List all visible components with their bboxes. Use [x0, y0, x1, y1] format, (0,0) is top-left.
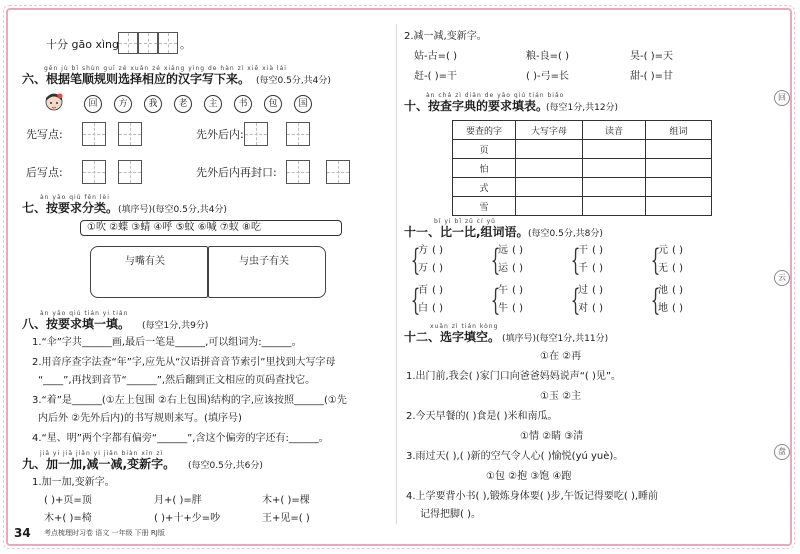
circled-char: 书 — [234, 95, 252, 113]
q8-line-3a: 3.“着”是______(①左上包围 ②右上包围)结构的字,应该按照______(①先 — [32, 395, 347, 406]
answer-blank[interactable]: ( ) — [432, 285, 443, 296]
top-line-text: 十分 gāo xìng — [46, 38, 119, 51]
q7-title: 七、按要求分类。 — [22, 201, 119, 215]
q9-r2-b: ( )+十+少=吵 — [154, 513, 221, 524]
q6-title: 六、根据笔顺规则选择相应的汉字写下来。 — [22, 72, 251, 86]
table-header: 要查的字 — [453, 121, 516, 140]
q11-pinyin: bǐ yi bǐ zǔ cí yǔ — [434, 218, 496, 225]
q9-r1-c: 木+( )=棵 — [262, 495, 310, 506]
pair-char: 运 — [498, 263, 508, 274]
writing-box — [138, 32, 158, 54]
q9b-r1-b: 粮-良=( ) — [526, 51, 569, 62]
table-header: 组词 — [646, 121, 712, 140]
circled-char: 国 — [294, 95, 312, 113]
q8-pinyin: àn yāo qiú tián yi tián — [40, 310, 129, 317]
answer-box[interactable] — [118, 122, 142, 146]
table-header: 读音 — [583, 121, 646, 140]
answer-box[interactable] — [82, 122, 106, 146]
writing-box — [118, 32, 138, 54]
answer-blank[interactable]: ( ) — [592, 285, 603, 296]
brace-icon: { — [650, 283, 661, 318]
brace-icon: { — [570, 283, 581, 318]
q6-row-3-label: 后写点: — [26, 166, 63, 179]
q9-pinyin: jiā yi jiā jiǎn yi jiǎn biàn xīn zì — [40, 450, 164, 457]
answer-blank[interactable]: ( ) — [512, 285, 523, 296]
circled-char: 我 — [144, 95, 162, 113]
q10-pinyin: àn chá zì diǎn de yāo qiú tián biǎo — [426, 92, 565, 99]
answer-blank[interactable]: ( ) — [672, 303, 683, 314]
table-cell: 式 — [453, 178, 516, 197]
table-row — [453, 140, 712, 159]
pair-char: 方 — [418, 245, 428, 256]
q9b-r2-a: 赶-( )=干 — [414, 71, 457, 82]
pair-char: 午 — [498, 285, 508, 296]
circled-char: 老 — [174, 95, 192, 113]
circled-char: 方 — [114, 95, 132, 113]
q12-title: 十二、选字填空。 — [404, 330, 501, 344]
side-mark: 云 — [774, 270, 790, 286]
answer-blank[interactable]: ( ) — [512, 303, 523, 314]
table-row — [453, 197, 712, 216]
pair-char: 干 — [578, 245, 588, 256]
table-cell: 雪 — [453, 197, 516, 216]
brace-icon: { — [490, 283, 501, 318]
table-cell: 页 — [453, 140, 516, 159]
book-left-label: 与嘴有关 — [125, 256, 165, 267]
answer-box[interactable] — [82, 160, 106, 184]
table-row — [453, 178, 712, 197]
circled-char: 回 — [84, 95, 102, 113]
q12-options-2: ①玉 ②主 — [540, 391, 582, 402]
q9-title: 九、加一加,减一减,变新字。 — [22, 457, 176, 471]
answer-blank[interactable]: ( ) — [672, 263, 683, 274]
answer-box[interactable] — [286, 160, 310, 184]
answer-box[interactable] — [118, 160, 142, 184]
q9b-sub-2: 2.减一减,变新字。 — [404, 31, 487, 42]
book-right-page — [208, 246, 326, 298]
q9b-r1-c: 昊-( )=天 — [630, 51, 673, 62]
q8-line-4: 4.“星、明”两个字都有偏旁“______”,含这个偏旁的字还有:______。 — [32, 433, 329, 444]
q11-score: (每空0.5分,共8分) — [528, 229, 603, 239]
pair-char: 对 — [578, 303, 588, 314]
answer-box[interactable] — [326, 160, 350, 184]
q12-sentence-4a: 4.上学要背小书( ),锻炼身体要( )步,午饭记得要吃( ),睡前 — [406, 491, 659, 502]
q9-r2-c: 王+见=( ) — [262, 513, 310, 524]
q12-options-3: ①情 ②睛 ③清 — [520, 431, 584, 442]
q8-line-2a: 2.用音序查字法查“年”字,应先从“汉语拼音音节索引”里找到大写字母 — [32, 357, 336, 368]
brace-icon: { — [410, 243, 421, 278]
q6-row-4-label: 先外后内再封口: — [196, 166, 277, 179]
q8-line-3b: 内后外 ②先外后内)的书写规则来写。(填序号) — [38, 413, 242, 424]
answer-blank[interactable]: ( ) — [592, 245, 603, 256]
pair-char: 千 — [578, 263, 588, 274]
q10-title: 十、按查字典的要求填表。 — [404, 99, 549, 113]
answer-blank[interactable]: ( ) — [592, 263, 603, 274]
q8-line-2b: “____”,再找到音节“______”,然后翻到正文相应的页码查找它。 — [38, 375, 316, 386]
q12-sentence-4b: 记得把脚( )。 — [420, 509, 481, 520]
circled-char: 主 — [204, 95, 222, 113]
footer-text: 考点梳理时习卷 语文 一年级 下册 RJ版 — [44, 529, 165, 537]
q7-options-box — [80, 220, 342, 236]
pair-char: 过 — [578, 285, 588, 296]
table-header: 大写字母 — [516, 121, 583, 140]
pair-char: 百 — [418, 285, 428, 296]
q6-row-1-label: 先写点: — [26, 128, 63, 141]
answer-blank[interactable]: ( ) — [432, 303, 443, 314]
q6-row-2-label: 先外后内: — [196, 128, 244, 141]
pair-char: 无 — [658, 263, 668, 274]
answer-blank[interactable]: ( ) — [512, 245, 523, 256]
table-row — [453, 159, 712, 178]
q9-r1-a: ( )+页=顶 — [44, 495, 92, 506]
book-left-page — [90, 246, 208, 298]
worksheet-page: 十分 gāo xìng 。 gēn jù bǐ shùn guī zé xuǎn zé xiāng yìng de hàn zì xiě xià lái 六、根据笔顺规则选择相应的汉字写下来。 (每空0.5分,共4分) 回 方 我 老 主 书 包 国 先写点: 先外后内: 后写点: 先外后内再封口: àn yāo qiú fēn lèi 七、按要求分类。 (填序号)(每空0.5分,共4分) ①吹 ②蝶 ③蜻 ④呼 ⑤蚊 ⑥喊 ⑦蚁 ⑧吃 与嘴有关 与虫子有关 àn yāo qiú tián yi tián 八、按要求填一填。 (每空1分,共9分) 1.“伞”字共______画,最后一笔是______,可以组词为:______。 2.用音序查字法查“年”字,应先从“汉语拼音音节索引”里找到大写字母 “____”,再找到音节“______”,然后翻到正文相应的页码查找它。 3.“着”是______(①左上包围 ②右上包围)结构的字,应该按照______(①先 内后外 ②先外后内)的书写规则来写。(填序号) 4.“星、明”两个字都有偏旁“______”,含这个偏旁的字还有:______。 jiā yi jiā jiǎn yi jiǎn biàn xīn zì 九、加一加,减一减,变新字。 (每空0.5分,共6分) 1.加一加,变新字。 ( )+页=顶 月+( )=胖 木+( )=棵 木+( )=椅 ( )+十+少=吵 王+见=( ) 34 考点梳理时习卷 语文 一年级 下册 RJ版 2.减一减,变新字。 姑-古=( ) 粮-良=( ) 昊-( )=天 赶-( )=干 ( )-弓=长 甜-( )=甘 àn chá zì diǎn de yāo qiú tián biǎo 十、按查字典的要求填表。 (每空1分,共12分) 要查的字 大写字母 读音 组词 页 怕 式 雪 bǐ yi bǐ zǔ cí yǔ 十一、比一比,组词语。 (每空0.5分,共8分) { 方 ( ) 万 ( ) { 远 ( ) 运 ( ) { 干 ( ) 千 ( ) { 元 ( ) 无 ( ) { 百 ( ) 白 ( ) { 午 ( ) 牛 ( ) { 过 ( ) 对 ( ) { 池 ( ) 地 ( ) xuǎn zì tián kòng 十二、选字填空。 (填序号)(每空1分,共11分) ①在 ②再 1.出门前,我会( )家门口向爸爸妈妈说声“( )见”。 ①玉 ②主 2.今天早餐的( )食是( )米和南瓜。 ①情 ②睛 ③清 3.雨过天( ),( )新的空气令人心( )愉悦(yú yuè)。 ①包 ②抱 ③饱 ④跑 4.上学要背小书( ),锻炼身体要( )步,午饭记得要吃( ),睡前 记得把脚( )。 回 云 盘 — [0, 0, 800, 554]
brace-icon: { — [410, 283, 421, 318]
pair-char: 远 — [498, 245, 508, 256]
q12-options-4: ①包 ②抱 ③饱 ④跑 — [486, 471, 572, 482]
answer-blank[interactable]: ( ) — [512, 263, 523, 274]
q8-title: 八、按要求填一填。 — [22, 317, 131, 331]
q12-sentence-3: 3.雨过天( ),( )新的空气令人心( )愉悦(yú yuè)。 — [406, 451, 624, 462]
answer-box[interactable] — [244, 122, 268, 146]
writing-box — [158, 32, 178, 54]
side-mark: 盘 — [774, 444, 790, 460]
pair-char: 白 — [418, 303, 428, 314]
brace-icon: { — [490, 243, 501, 278]
side-mark: 回 — [774, 90, 790, 106]
pair-char: 池 — [658, 285, 668, 296]
answer-box[interactable] — [286, 122, 310, 146]
q9b-r1-a: 姑-古=( ) — [414, 51, 457, 62]
q12-score: (填序号)(每空1分,共11分) — [502, 334, 609, 344]
answer-blank[interactable]: ( ) — [672, 245, 683, 256]
q9-r1-b: 月+( )=胖 — [154, 495, 202, 506]
q11-title: 十一、比一比,组词语。 — [404, 225, 529, 239]
q9b-r2-c: 甜-( )=甘 — [630, 71, 673, 82]
column-divider — [396, 24, 397, 524]
circled-char: 包 — [264, 95, 282, 113]
table-cell: 怕 — [453, 159, 516, 178]
brace-icon: { — [650, 243, 661, 278]
dictionary-table — [452, 120, 712, 216]
pair-char: 元 — [658, 245, 668, 256]
brace-icon: { — [570, 243, 581, 278]
q6-pinyin: gēn jù bǐ shùn guī zé xuǎn zé xiāng yìng de hàn zì xiě xià lái — [44, 65, 287, 72]
q12-pinyin: xuǎn zì tián kòng — [430, 323, 499, 330]
answer-blank[interactable]: ( ) — [432, 263, 443, 274]
pair-char: 万 — [418, 263, 428, 274]
pair-char: 地 — [658, 303, 668, 314]
q12-sentence-2: 2.今天早餐的( )食是( )米和南瓜。 — [406, 411, 558, 422]
q9-r2-a: 木+( )=椅 — [44, 513, 92, 524]
q12-options-1: ①在 ②再 — [540, 351, 582, 362]
q9-score: (每空0.5分,共6分) — [188, 461, 263, 471]
q10-score: (每空1分,共12分) — [546, 103, 619, 113]
pair-char: 牛 — [498, 303, 508, 314]
q12-sentence-1: 1.出门前,我会( )家门口向爸爸妈妈说声“( )见”。 — [406, 371, 622, 382]
book-right-label: 与虫子有关 — [239, 256, 289, 267]
cartoon-girl-icon — [44, 92, 64, 114]
q8-line-1: 1.“伞”字共______画,最后一笔是______,可以组词为:______。 — [32, 337, 302, 348]
q8-score: (每空1分,共9分) — [142, 321, 209, 331]
answer-blank[interactable]: ( ) — [432, 245, 443, 256]
answer-blank[interactable]: ( ) — [672, 285, 683, 296]
q6-score: (每空0.5分,共4分) — [256, 76, 331, 86]
q7-score: (填序号)(每空0.5分,共4分) — [118, 205, 227, 215]
answer-blank[interactable]: ( ) — [592, 303, 603, 314]
q7-options: ①吹 ②蝶 ③蜻 ④呼 ⑤蚊 ⑥喊 ⑦蚁 ⑧吃 — [87, 222, 261, 233]
q7-pinyin: àn yāo qiú fēn lèi — [40, 194, 110, 201]
page-number: 34 — [14, 526, 31, 540]
q9-sub-1: 1.加一加,变新字。 — [32, 477, 115, 488]
q9b-r2-b: ( )-弓=长 — [526, 71, 569, 82]
